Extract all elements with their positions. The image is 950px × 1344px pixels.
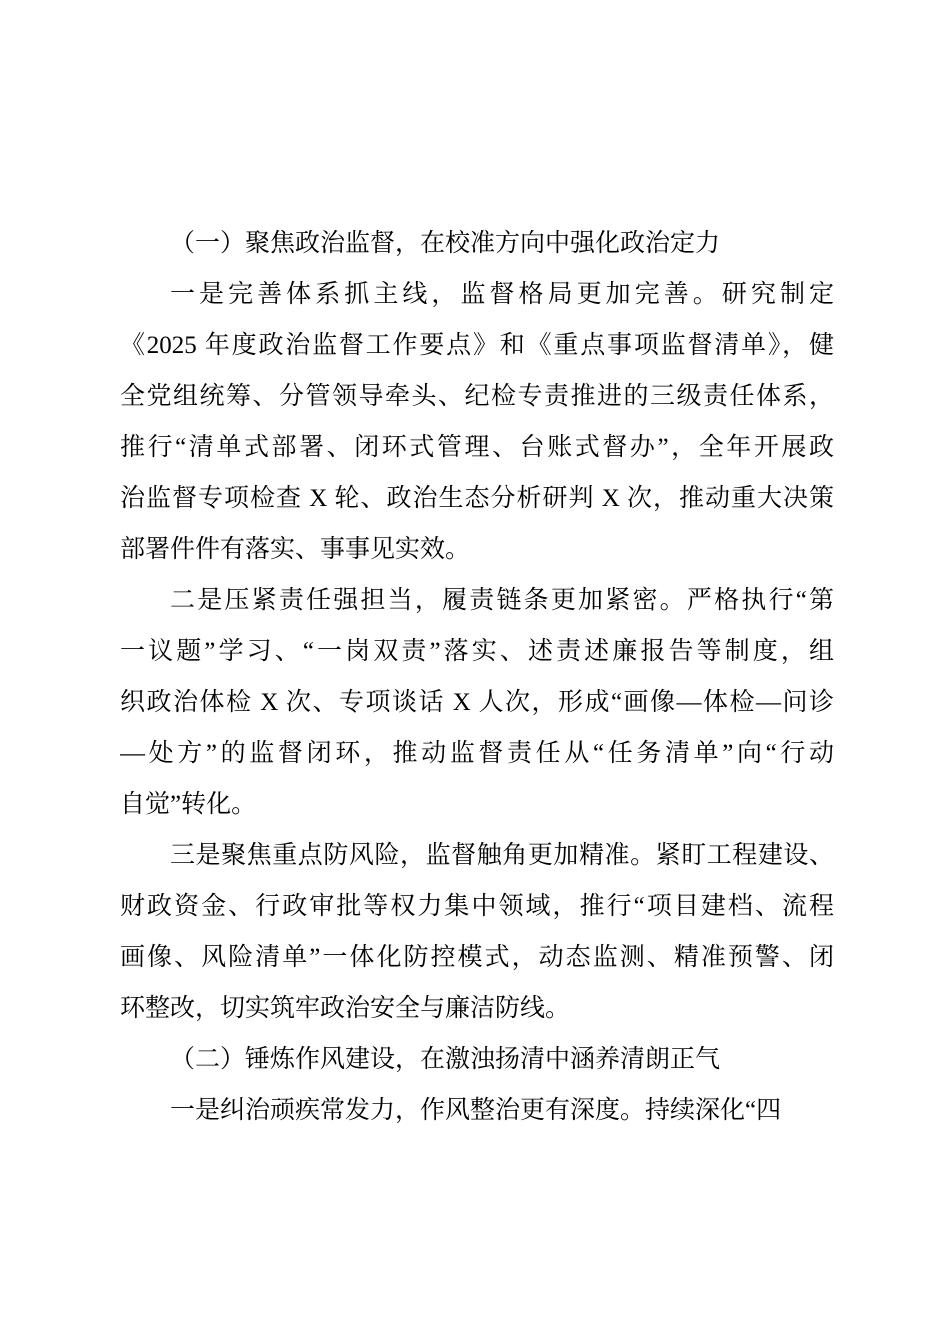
text-line: 《2025 年度政治监督工作要点》和《重点事项监督清单》，健 xyxy=(120,332,834,359)
text-line: 财政资金、行政审批等权力集中领域，推行“项目建档、流程 xyxy=(120,893,834,920)
body-paragraph xyxy=(120,830,834,1034)
text-line: （二）锤炼作风建设，在激浊扬清中涵养清朗正气 xyxy=(170,1046,721,1073)
text-line: 一是完善体系抓主线，监督格局更加完善。研究制定 xyxy=(170,281,834,308)
text-line: 全党组统筹、分管领导牵头、纪检专责推进的三级责任体系， xyxy=(120,383,834,410)
text-line: —处方”的监督闭环，推动监督责任从“任务清单”向“行动 xyxy=(120,740,834,767)
text-line: 治监督专项检查 X 轮、政治生态分析研判 X 次，推动重大决策 xyxy=(120,485,834,512)
section-heading xyxy=(120,218,834,269)
section-heading xyxy=(120,1034,834,1085)
text-line: 部署件件有落实、事事见实效。 xyxy=(120,536,471,563)
text-line: 环整改，切实筑牢政治安全与廉洁防线。 xyxy=(120,995,571,1022)
text-line: 一是纠治顽疾常发力，作风整治更有深度。持续深化“四 xyxy=(170,1097,782,1124)
body-paragraph xyxy=(120,269,834,575)
text-line: （一）聚焦政治监督，在校准方向中强化政治定力 xyxy=(170,230,721,257)
text-line: 三是聚焦重点防风险，监督触角更加精准。紧盯工程建设、 xyxy=(170,842,834,869)
text-line: 推行“清单式部署、闭环式管理、台账式督办”，全年开展政 xyxy=(120,434,834,461)
body-paragraph xyxy=(120,1085,834,1136)
text-line: 二是压紧责任强担当，履责链条更加紧密。严格执行“第 xyxy=(170,587,834,614)
text-line: 一议题”学习、“一岗双责”落实、述责述廉报告等制度，组 xyxy=(120,638,834,665)
text-line: 画像、风险清单”一体化防控模式，动态监测、精准预警、闭 xyxy=(120,944,834,971)
body-paragraph xyxy=(120,575,834,830)
text-line: 织政治体检 X 次、专项谈话 X 人次，形成“画像—体检—问诊 xyxy=(120,689,834,716)
text-line: 自觉”转化。 xyxy=(120,791,257,818)
